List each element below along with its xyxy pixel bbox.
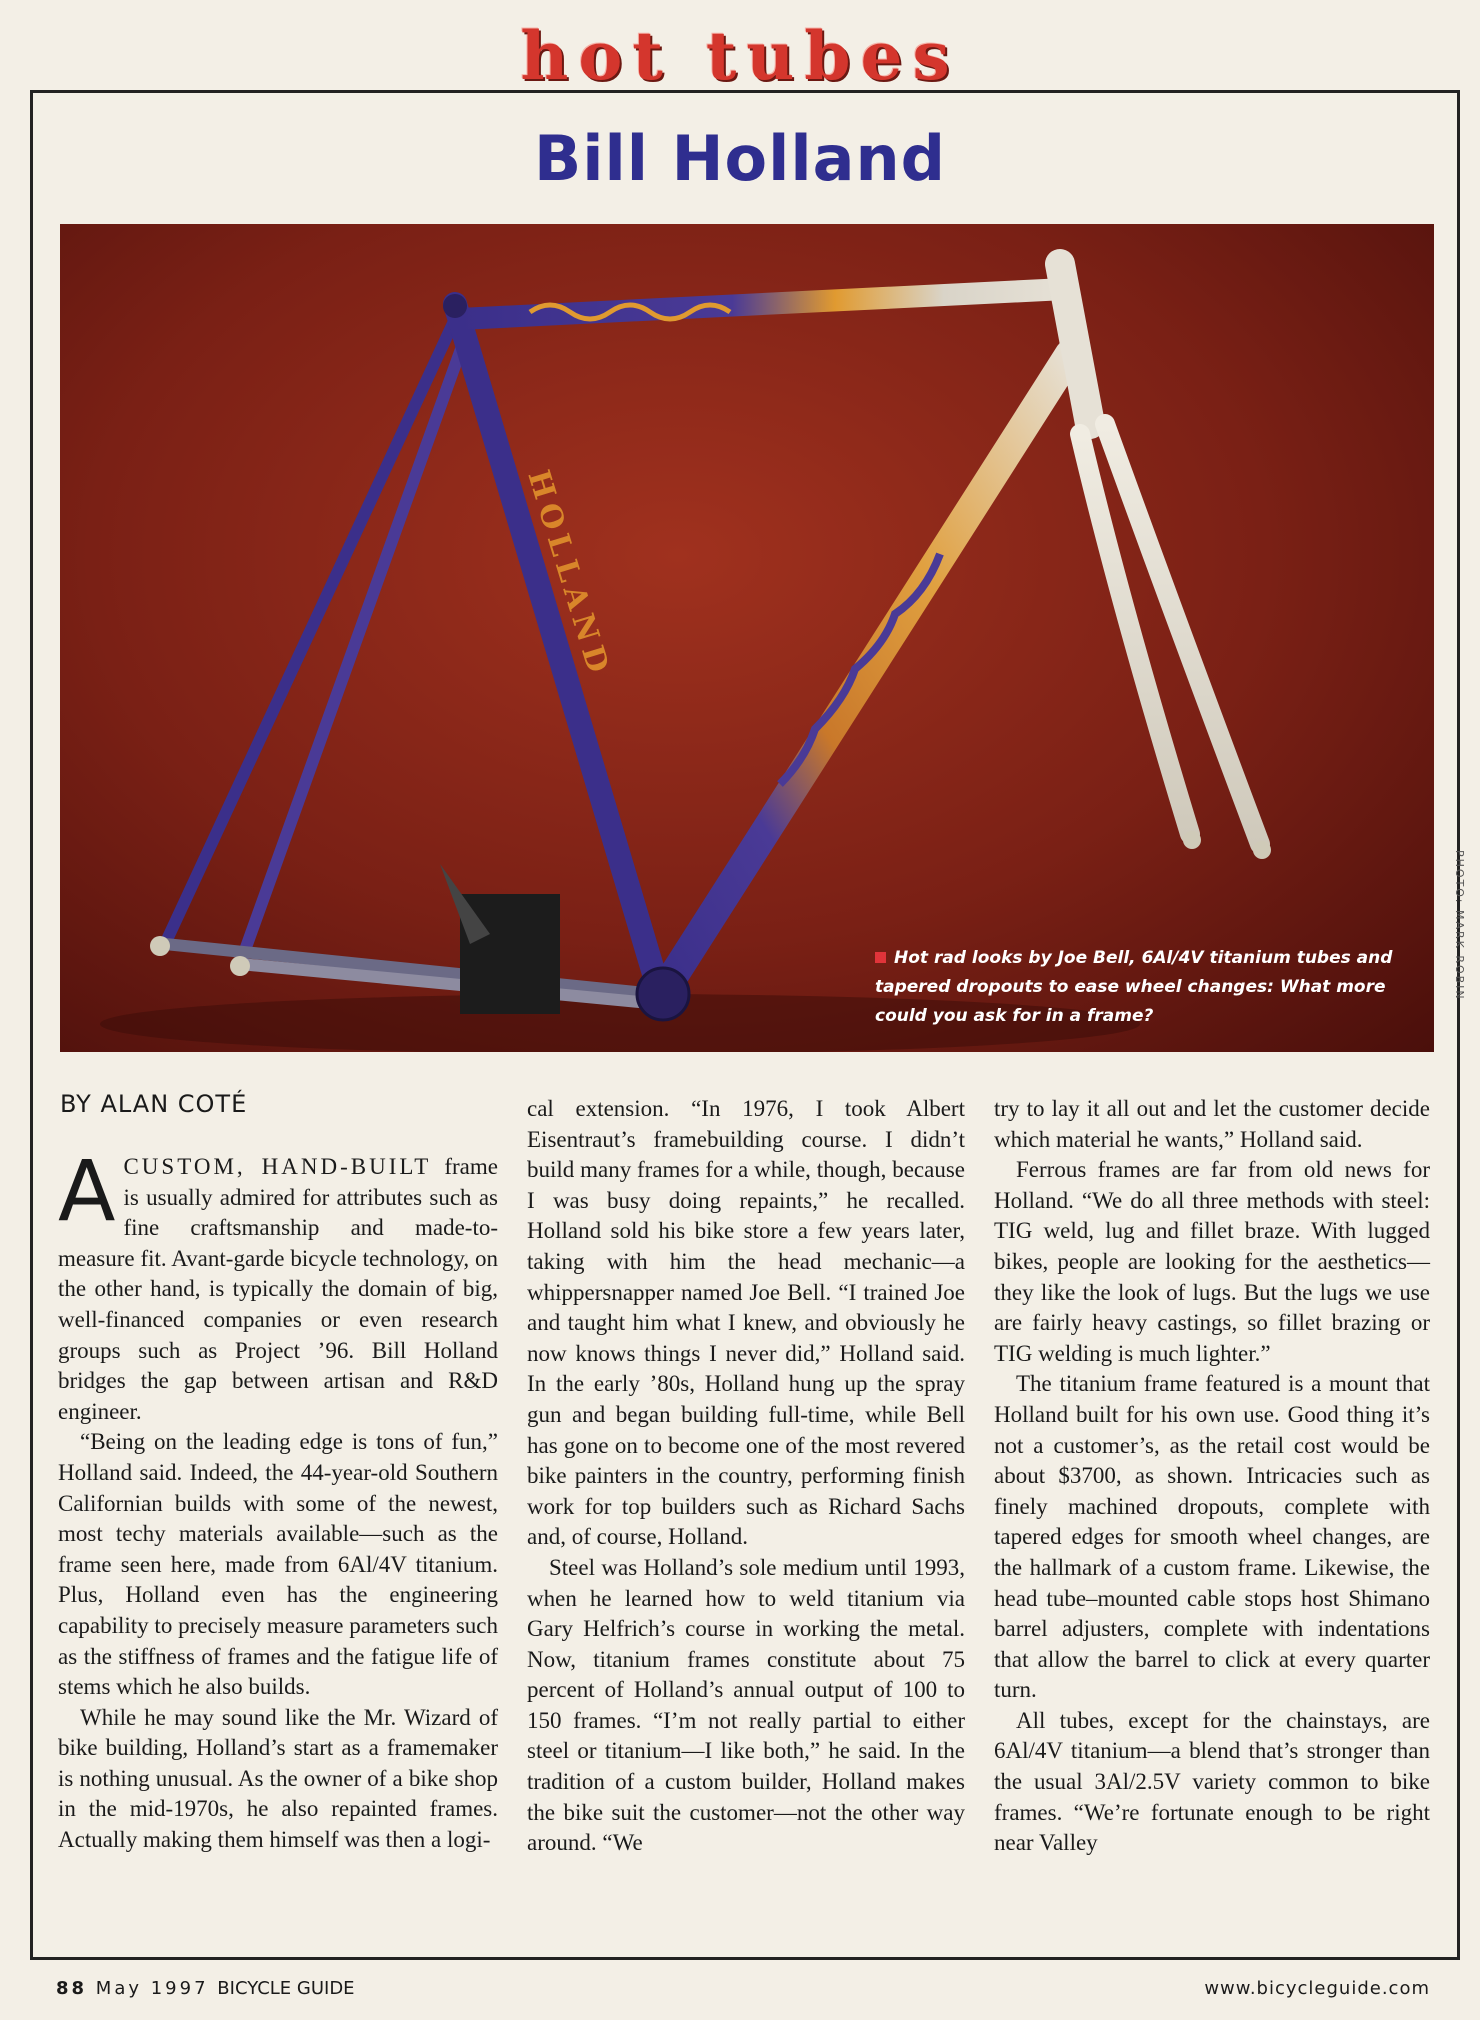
photo-credit: PHOTO: MARK ROBIN (1453, 850, 1466, 1001)
paragraph-4-part-2: try to lay it all out and let the customer decide which material he wants,” Holland said. (994, 1096, 1430, 1152)
display-stand (460, 894, 560, 1014)
bottom-bracket (637, 968, 689, 1020)
rear-dropout-left (150, 936, 170, 956)
magazine-name: BICYCLE GUIDE (217, 1978, 355, 1999)
section-banner: hot tubes (520, 17, 960, 95)
paragraph-5: Ferrous frames are far from old news for Holland. “We do all three methods with steel: TIG weld, lug and fillet braze. With lugged bikes, people are looking for the aesthetics—they like the look of lugs. But the lugs we use are fairly heavy castings, so fillet brazing or TIG welding is much lighter.” (994, 1157, 1430, 1366)
article-column-3 (994, 1094, 1430, 1859)
drop-cap: A (58, 1142, 116, 1240)
article-column-2 (527, 1094, 965, 1859)
caption-bullet-icon (875, 952, 886, 963)
frame-photo (60, 224, 1434, 1052)
paragraph-1-text: frame is usually admired for attributes such as fine craftsmanship and made-to-measure fit. Avant-garde bicycle technology, on the other hand, is typically the domain of big, well-financed companies or even research groups such as Project ’96. Bill Holland bridges the gap between artisan and R&D engineer. (58, 1154, 498, 1424)
paragraph-2: “Being on the leading edge is tons of fun,” Holland said. Indeed, the 44-year-old Southern Californian builds with some of the newest, most techy materials available—such as the frame seen here, made from 6Al/4V titanium. Plus, Holland even has the engineering capability to precisely measure parameters such as the stiffness of frames and the fatigue life of stems which he also builds. (58, 1429, 499, 1700)
caption-text: Hot rad looks by Joe Bell, 6Al/4V titanium tubes and tapered dropouts to ease wheel changes: What more could you ask for in a frame? (875, 948, 1393, 1026)
seat-clamp (443, 294, 467, 318)
photo-caption (875, 944, 1434, 1031)
article-column-1 (58, 1142, 499, 1856)
paragraph-4-part-1: Steel was Holland’s sole medium until 1993, when he learned how to weld titanium via Gary Helfrich’s course in working the metal. Now, titanium frames constitute about 75 percent of Holland’s annual output of 100 to 150 frames. “I’m not really partial to either steel or titanium—I like both,” he said. In the tradition of a custom builder, Holland makes the bike suit the customer—not the other way around. “We (527, 1554, 965, 1856)
footer-folio (56, 1978, 355, 1999)
paragraph-6: The titanium frame featured is a mount that Holland built for his own use. Good thing it’s not a customer’s, as the retail cost would be about $3700, as shown. Intricacies such as finely machined dropouts, complete with tapered edges for smooth wheel changes, are the hallmark of a custom frame. Likewise, the head tube–mounted cable stops host Shimano barrel adjusters, complete with indentations that allow the barrel to click at every quarter turn. (994, 1371, 1430, 1703)
down-tube (665, 354, 1070, 989)
rear-dropout-right (230, 956, 250, 976)
fork-dropout-left (1183, 831, 1201, 849)
head-tube (1060, 264, 1090, 424)
fork-dropout-right (1253, 841, 1271, 859)
footer-url[interactable]: www.bicycleguide.com (1204, 1978, 1430, 1999)
lead-caps: CUSTOM, HAND-BUILT (123, 1154, 432, 1179)
paragraph-7: All tubes, except for the chainstays, are 6Al/4V titanium—a blend that’s stronger than the usual 3Al/2.5V variety common to bike frames. “We’re fortunate enough to be right near Valley (994, 1707, 1430, 1856)
seat-stay-right (240, 324, 470, 964)
article-headline: Bill Holland (534, 122, 946, 195)
paragraph-3-part-2: cal extension. “In 1976, I took Albert Eisentraut’s framebuilding course. I didn’t build many frames for a while, though, because I was busy doing repaints,” he recalled. Holland sold his bike store a few years later, taking with him the head mechanic—a whippersnapper named Joe Bell. “I trained Joe and taught him what I knew, and obviously he now knows things I never did,” Holland said. In the early ’80s, Holland hung up the spray gun and began building full-time, while Bell has gone on to become one of the most revered bike painters in the country, performing finish work for top builders such as Richard Sachs and, of course, Holland. (527, 1096, 965, 1550)
downtube-logo: HOLLAND (520, 466, 617, 683)
byline: BY ALAN COTÉ (60, 1090, 248, 1118)
issue-date: May 1997 (95, 1978, 209, 1999)
bicycle-frame-illustration (60, 224, 1434, 1052)
page-number: 88 (56, 1978, 88, 1999)
paragraph-3-part-1: While he may sound like the Mr. Wizard of bike building, Holland’s start as a framemaker is nothing unusual. As the owner of a bike shop in the mid-1970s, he also repainted frames. Actually making them himself was then a logi- (58, 1704, 498, 1853)
seat-stay-left (165, 319, 455, 944)
paragraph-1 (58, 1142, 498, 1427)
seat-tube (455, 304, 660, 994)
